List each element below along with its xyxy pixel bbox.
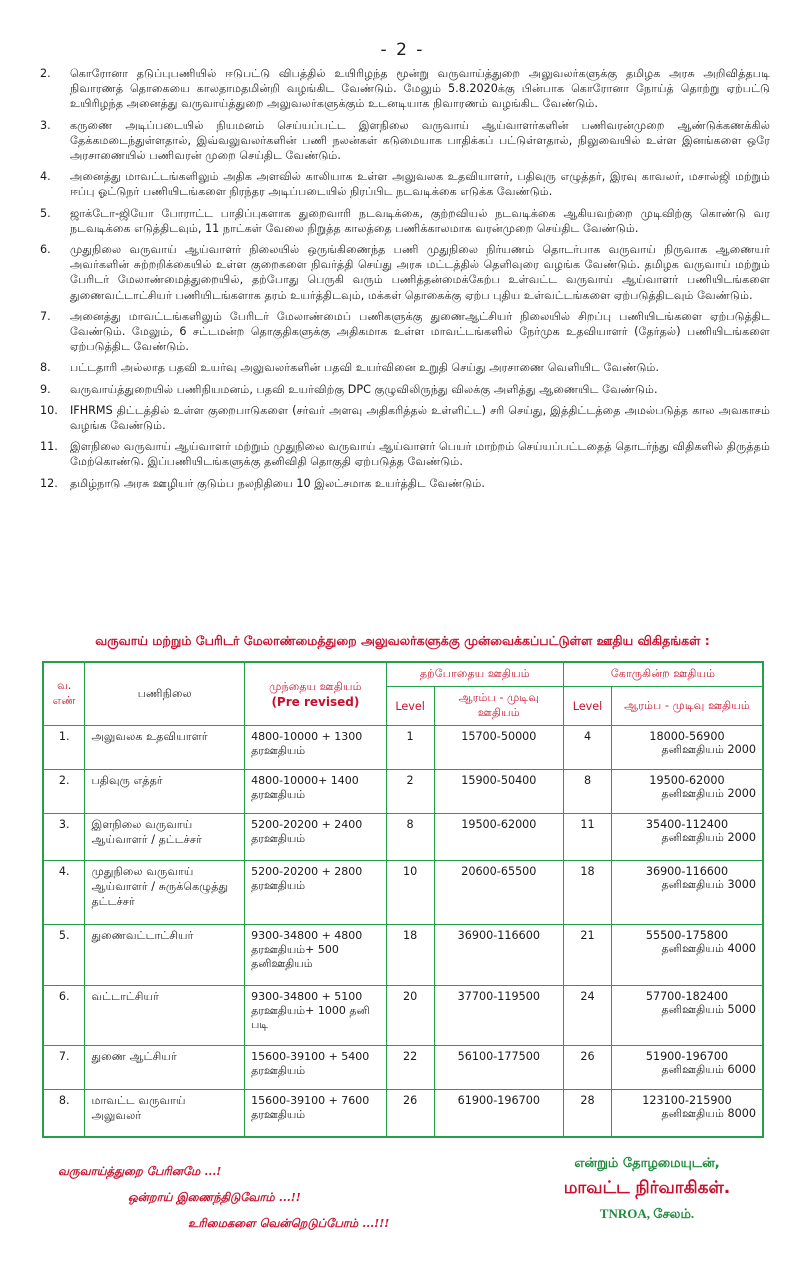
demanded-personal-pay: தனிஊதியம் 2000	[661, 831, 756, 845]
current-range-header: ஆரம்ப - முடிவு ஊதியம்	[434, 687, 563, 726]
list-item	[40, 169, 770, 199]
item-number: 4.	[40, 170, 51, 184]
list-item	[40, 309, 770, 355]
demands-list	[40, 66, 770, 497]
current-level-cell: 22	[386, 1046, 434, 1090]
demanded-level-cell: 18	[564, 860, 612, 924]
list-item	[40, 476, 770, 491]
item-text: இளநிலை வருவாய் ஆய்வாளர் மற்றும் முதுநிலை வருவாய் ஆய்வாளர் பெயர் மாற்றம் செய்யப்பட்டதைத் தொடர்ந்து விதிகளில் திருத்தம் மேற்கொண்டு. இப்பணியிடங்களுக்கு தனிவிதி தொகுதி ஏற்படுத்த வேண்டும்.	[70, 440, 770, 469]
table-row	[43, 1090, 763, 1137]
current-range-cell: 61900-196700	[434, 1090, 563, 1137]
list-item	[40, 242, 770, 303]
sno-cell: 4.	[43, 860, 85, 924]
table-row	[43, 726, 763, 770]
post-cell: மாவட்ட வருவாய் அலுவலர்	[85, 1090, 245, 1137]
demanded-range: 36900-116600	[645, 864, 729, 878]
item-text: பட்டதாரி அல்லாத பதவி உயர்வு அலுவலர்களின் பதவி உயர்வினை உறுதி செய்து அரசாணை வெளியிட வேண்டும்.	[70, 361, 660, 375]
pre-revised-cell: 9300-34800 + 4800 தரஊதியம்+ 500 தனிஊதியம்	[245, 924, 387, 985]
current-range-cell: 37700-119500	[434, 985, 563, 1046]
page-number: - 2 -	[380, 40, 425, 60]
post-cell: வட்டாட்சியர்	[85, 985, 245, 1046]
current-range-cell: 36900-116600	[434, 924, 563, 985]
list-item	[40, 66, 770, 112]
sno-cell: 7.	[43, 1046, 85, 1090]
item-number: 3.	[40, 118, 51, 132]
demanded-range: 123100-215900	[642, 1094, 732, 1108]
current-range-cell: 15700-50000	[434, 726, 563, 770]
current-level-cell: 10	[386, 860, 434, 924]
demanded-range-cell	[612, 1090, 764, 1137]
item-number: 5.	[40, 206, 51, 220]
item-text: முதுநிலை வருவாய் ஆய்வாளர் நிலையில் ஒருங்கிணைந்த பணி முதுநிலை நிர்யணம் தொடர்பாக வருவாய் நிருவாக ஆணையர் அவர்களின் சுற்றறிக்கையில் உள்ள குறைகளை நிவர்த்தி செய்து அரசு மட்டத்தில் தெளிவுரை வழங்க வேண்டும். தமிழக வருவாய் மற்றும் பேரிடர் மேலாண்மைத்துறையில், தற்போது பெருகி வரும் பணித்தன்மைக்கேற்ப உள்வட்ட வருவாய் ஆய்வாளர் பணியிடங்களை துணைவட்டாட்சியர் பணியிடங்களாக தரம் உயர்த்திடவும், மக்கள் தொகைக்கு ஏற்ப புதிய உள்வட்டங்களை ஏற்படுத்திடவும் வேண்டும்.	[70, 243, 770, 302]
sno-cell: 3.	[43, 814, 85, 860]
demanded-personal-pay: தனிஊதியம் 2000	[661, 787, 756, 801]
current-range-cell: 19500-62000	[434, 814, 563, 860]
pay-scale-table	[42, 661, 764, 1138]
list-item	[40, 118, 770, 164]
item-number: 10.	[40, 403, 58, 417]
pre-revised-cell: 5200-20200 + 2800 தரஊதியம்	[245, 860, 387, 924]
pre-revised-cell: 4800-10000+ 1400 தரஊதியம்	[245, 770, 387, 814]
greeting: என்றும் தோழமையுடன்,	[574, 1156, 720, 1171]
pre-revised-cell: 15600-39100 + 5400 தரஊதியம்	[245, 1046, 387, 1090]
item-number: 7.	[40, 309, 51, 323]
slogans	[48, 1158, 389, 1236]
sno-cell: 8.	[43, 1090, 85, 1137]
demanded-range-header: ஆரம்ப - முடிவு ஊதியம்	[612, 687, 764, 726]
current-level-cell: 1	[386, 726, 434, 770]
demanded-range: 57700-182400	[645, 989, 729, 1003]
table-row	[43, 1046, 763, 1090]
table-row	[43, 814, 763, 860]
post-cell: இளநிலை வருவாய் ஆய்வாளர் / தட்டச்சர்	[85, 814, 245, 860]
current-level-cell: 18	[386, 924, 434, 985]
sno-header: வ. எண்	[43, 662, 85, 726]
demanded-level-cell: 28	[564, 1090, 612, 1137]
demanded-range-cell	[612, 1046, 764, 1090]
post-cell: பதிவுரு எத்தர்	[85, 770, 245, 814]
slogan-line: வருவாய்த்துறை பேரினமே ...!	[58, 1164, 222, 1178]
current-level-header: Level	[386, 687, 434, 726]
item-text: IFHRMS திட்டத்தில் உள்ள குறைபாடுகளை (சர்வர் அளவு அதிகரித்தல் உள்ளிட்ட) சரி செய்து, இத்திட்டத்தை அமல்படுத்த கால அவகாசம் வழங்க வேண்டும்.	[70, 403, 770, 433]
item-text: வருவாய்த்துறையில் பணிநியமனம், பதவி உயர்விற்கு DPC குழுவிலிருந்து விலக்கு அளித்து ஆணையிட வேண்டும்.	[70, 382, 658, 396]
demanded-level-cell: 11	[564, 814, 612, 860]
item-number: 11.	[40, 440, 58, 454]
post-cell: முதுநிலை வருவாய் ஆய்வாளர் / சுருக்கெழுத்து தட்டச்சர்	[85, 860, 245, 924]
demanded-personal-pay: தனிஊதியம் 2000	[661, 743, 756, 756]
demanded-range: 51900-196700	[645, 1050, 729, 1064]
table-row	[43, 770, 763, 814]
list-item	[40, 403, 770, 433]
post-cell: அலுவலக உதவியாளர்	[85, 726, 245, 770]
post-cell: துணை ஆட்சியர்	[85, 1046, 245, 1090]
post-header: பணிநிலை	[85, 662, 245, 726]
demanded-personal-pay: தனிஊதியம் 3000	[661, 877, 756, 891]
sno-cell: 5.	[43, 924, 85, 985]
item-text: கொரோனா தடுப்புபணியில் ஈடுபட்டு விபத்தில் உயிரிழந்த மூன்று வருவாய்த்துறை அலுவலர்களுக்கு தமிழக அரசு அறிவித்தபடி நிவாரணத் தொகையை காலதாமதமின்றி வழங்கிட வேண்டும். மேலும் 5.8.2020க்கு பின்பாக கொரோனா நோய்த் தொற்று ஏற்பட்டு உயிரிழந்த அனைத்து வருவாய்த்துறை அலுவலர்களுக்கும் உடனடியாக நிவாரணம் வழங்கிட வேண்டும்.	[70, 67, 770, 111]
demanded-range-cell	[612, 726, 764, 770]
list-item	[40, 439, 770, 469]
current-level-cell: 2	[386, 770, 434, 814]
demanded-level-cell: 4	[564, 726, 612, 770]
slogan-line: ஒன்றாய் இணைந்திடுவோம் ...!!	[128, 1190, 301, 1204]
item-text: கருணை அடிப்படையில் நியமனம் செய்யப்பட்ட இளநிலை வருவாய் ஆய்வாளர்களின் பணிவரன்முறை ஆண்டுக்கணக்கில் தேக்கமடைந்துள்ளதால், இவ்வலுவலர்களின் பணி நலன்கள் கடுமையாக பாதிக்கப் பட்டுள்ளதால், நிலுவையில் உள்ள இனங்களை ஒரே அரசாணையில் பணிவரன் முறை செய்திட வேண்டும்.	[70, 118, 770, 163]
table-row	[43, 924, 763, 985]
list-item	[40, 382, 770, 397]
current-level-cell: 26	[386, 1090, 434, 1137]
demanded-range-cell	[612, 770, 764, 814]
demanded-range: 35400-112400	[645, 818, 729, 832]
pre-revised-cell: 5200-20200 + 2400 தரஊதியம்	[245, 814, 387, 860]
demanded-range: 19500-62000	[649, 774, 725, 788]
demanded-range: 55500-175800	[645, 928, 729, 942]
current-level-cell: 20	[386, 985, 434, 1046]
organization: TNROA, சேலம்.	[599, 1206, 695, 1221]
demanded-range: 18000-56900	[649, 730, 725, 743]
demanded-pay-header: கோருகின்ற ஊதியம்	[564, 662, 763, 687]
pre-revised-cell: 15600-39100 + 7600 தரஊதியம்	[245, 1090, 387, 1137]
pre-revised-header	[245, 662, 387, 726]
item-number: 2.	[40, 67, 51, 80]
demanded-level-cell: 24	[564, 985, 612, 1046]
item-number: 8.	[40, 361, 51, 375]
table-header-row	[43, 662, 763, 687]
sno-cell: 1.	[43, 726, 85, 770]
current-range-cell: 56100-177500	[434, 1046, 563, 1090]
sno-cell: 2.	[43, 770, 85, 814]
item-number: 9.	[40, 382, 51, 396]
demanded-personal-pay: தனிஊதியம் 4000	[661, 941, 756, 955]
item-number: 12.	[40, 476, 58, 490]
pre-revised-label: முந்தைய ஊதியம்	[269, 679, 362, 693]
current-level-cell: 8	[386, 814, 434, 860]
demanded-range-cell	[612, 860, 764, 924]
demanded-personal-pay: தனிஊதியம் 6000	[661, 1063, 756, 1077]
demanded-level-cell: 8	[564, 770, 612, 814]
demanded-range-cell	[612, 985, 764, 1046]
demanded-personal-pay: தனிஊதியம் 8000	[661, 1107, 756, 1121]
current-range-cell: 20600-65500	[434, 860, 563, 924]
list-item	[40, 360, 770, 375]
demanded-range-cell	[612, 924, 764, 985]
slogan-line: உரிமைகளை வென்றெடுப்போம் ...!!!	[188, 1216, 390, 1230]
pay-scale-title: வருவாய் மற்றும் பேரிடர் மேலாண்மைத்துறை அலுவலர்களுக்கு முன்வைக்கப்பட்டுள்ள ஊதிய விகிதங்கள் :	[95, 633, 710, 648]
signatory: மாவட்ட நிர்வாகிகள்.	[563, 1178, 731, 1198]
post-cell: துணைவட்டாட்சியர்	[85, 924, 245, 985]
current-range-cell: 15900-50400	[434, 770, 563, 814]
item-text: அனைத்து மாவட்டங்களிலும் பேரிடர் மேலாண்மைப் பணிகளுக்கு துணைஆட்சியர் நிலையில் சிறப்பு பணியிடங்களை ஏற்படுத்திட வேண்டும். மேலும், 6 சட்டமன்ற தொகுதிகளுக்கு அதிகமாக உள்ள மாவட்டங்களில் நேர்முக உதவியாளர் (தேர்தல்) பணியிடங்களை ஏற்படுத்திட வேண்டும்.	[70, 309, 770, 354]
pre-revised-sub: (Pre revised)	[271, 694, 360, 709]
demanded-level-header: Level	[564, 687, 612, 726]
item-text: தமிழ்நாடு அரசு ஊழியர் குடும்ப நலநிதியை 10 இலட்சமாக உயர்த்திட வேண்டும்.	[70, 476, 485, 490]
item-text: அனைத்து மாவட்டங்களிலும் அதிக அளவில் காலியாக உள்ள அலுவலக உதவியாளர், பதிவுரு எழுத்தர், இரவு காவலர், மசால்ஜி மற்றும் ஈப்பு ஓட்டுநர் பணியிடங்களை நிரந்தர அடிப்படையில் நிரப்பிட நடவடிக்கை எடுக்க வேண்டும்.	[70, 170, 770, 199]
pre-revised-cell: 4800-10000 + 1300 தரஊதியம்	[245, 726, 387, 770]
pre-revised-cell: 9300-34800 + 5100 தரஊதியம்+ 1000 தனி படி	[245, 985, 387, 1046]
demanded-personal-pay: தனிஊதியம் 5000	[661, 1002, 756, 1016]
demanded-level-cell: 21	[564, 924, 612, 985]
item-number: 6.	[40, 243, 51, 257]
demanded-level-cell: 26	[564, 1046, 612, 1090]
item-text: ஜாக்டோ-ஜியோ போராட்ட பாதிப்புகளாக துறைவாரி நடவடிக்கை, குற்றவியல் நடவடிக்கை ஆகியவற்றை முடிவிற்கு கொண்டு வர நடவடிக்கை எடுத்திடவும், 11 நாட்கள் வேலை நிறுத்த காலத்தை பணிக்காலமாக வரன்முறை செய்திட வேண்டும்.	[70, 206, 770, 235]
table-row	[43, 860, 763, 924]
demanded-range-cell	[612, 814, 764, 860]
list-item	[40, 206, 770, 236]
current-pay-header: தற்போதைய ஊதியம்	[386, 662, 563, 687]
sno-cell: 6.	[43, 985, 85, 1046]
table-row	[43, 985, 763, 1046]
signature-block	[537, 1156, 757, 1223]
